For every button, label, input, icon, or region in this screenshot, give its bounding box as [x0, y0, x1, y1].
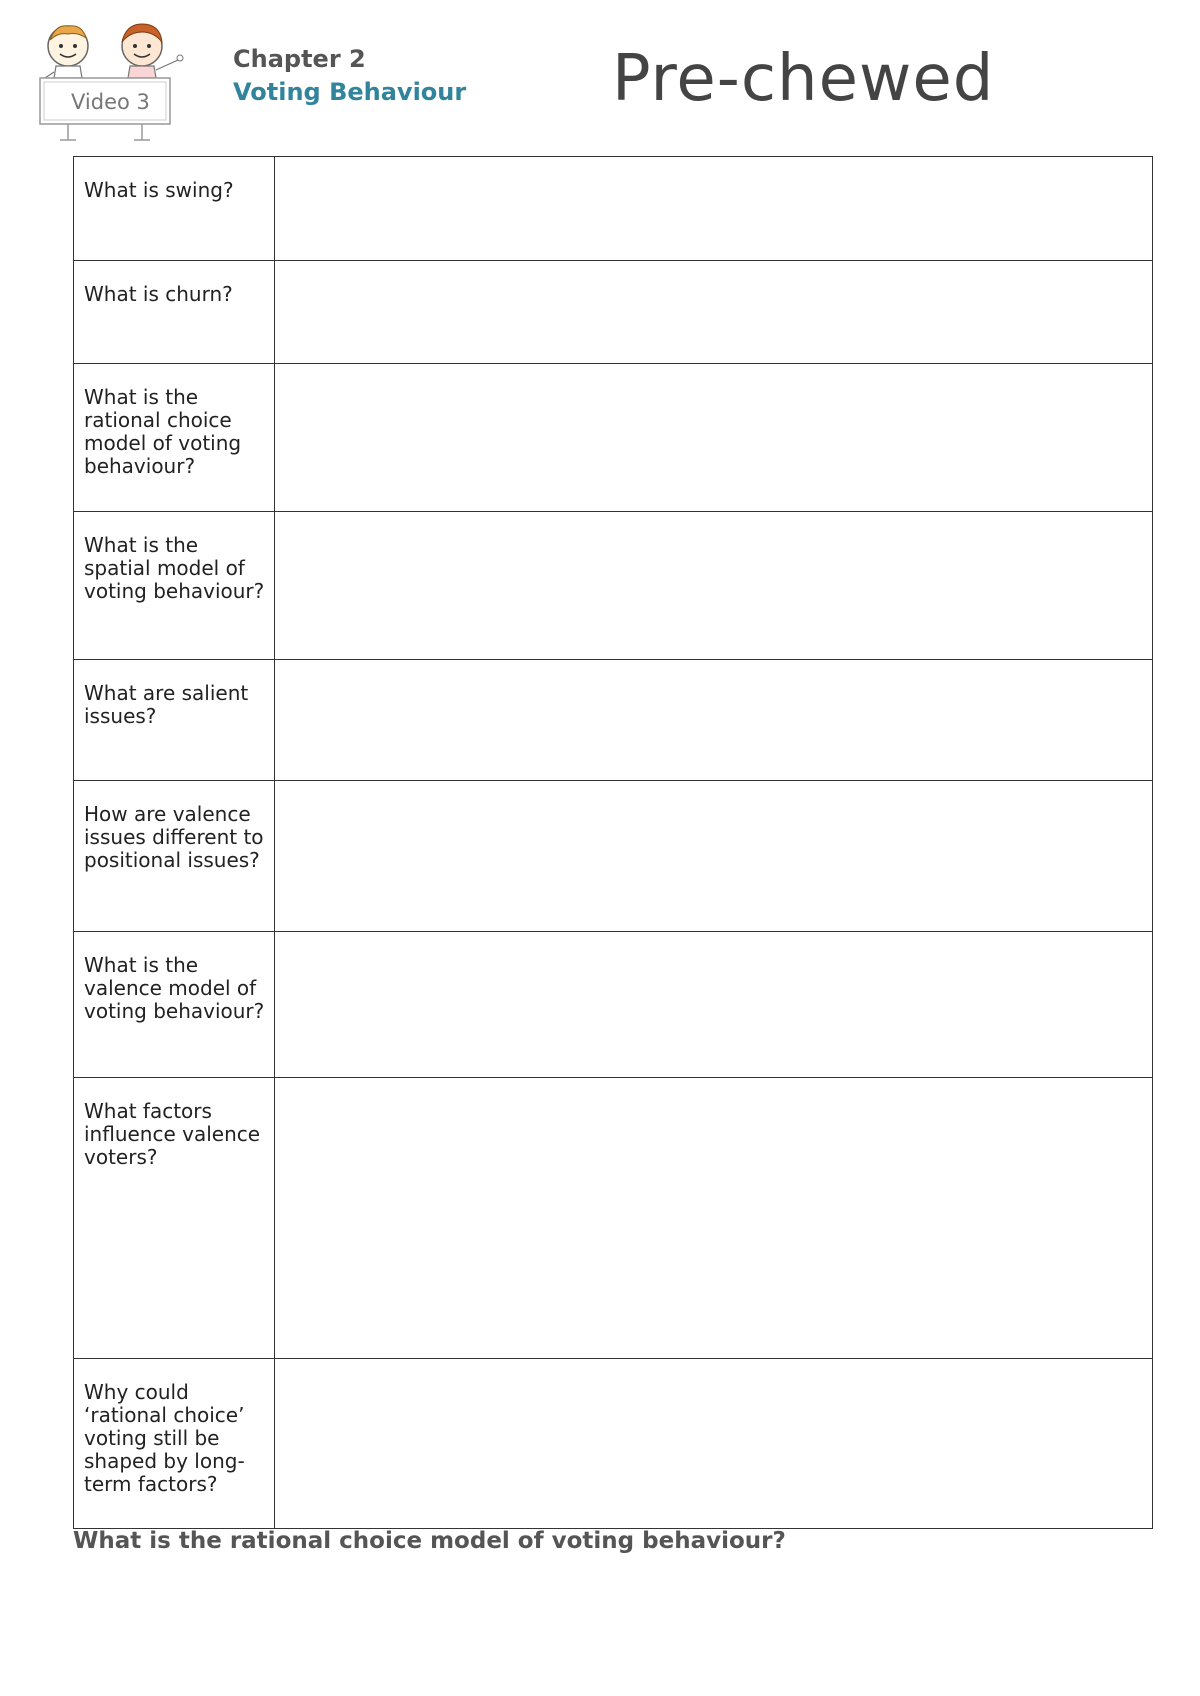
cartoon-logo: [38, 22, 206, 146]
chapter-label: Chapter 2: [233, 45, 366, 73]
answer-cell[interactable]: [275, 660, 1153, 781]
table-row: [74, 261, 1153, 364]
table-row: [74, 364, 1153, 512]
video-label: Video 3: [71, 90, 150, 114]
question-cell: What is swing?: [74, 157, 275, 261]
question-cell: How are valence issues different to positional issues?: [74, 781, 275, 932]
cartoon-figures-icon: [38, 22, 206, 146]
answer-cell[interactable]: [275, 1359, 1153, 1529]
topic-title: Voting Behaviour: [233, 78, 467, 106]
table-row: [74, 1359, 1153, 1529]
worksheet-table: [73, 156, 1153, 1529]
question-cell: What is churn?: [74, 261, 275, 364]
table-row: [74, 512, 1153, 660]
answer-cell[interactable]: [275, 261, 1153, 364]
table-row: [74, 157, 1153, 261]
answer-cell[interactable]: [275, 157, 1153, 261]
table-row: [74, 1078, 1153, 1359]
question-cell: What is the valence model of voting behaviour?: [74, 932, 275, 1078]
footer-question: What is the rational choice model of voting behaviour?: [73, 1528, 786, 1554]
answer-cell[interactable]: [275, 512, 1153, 660]
answer-cell[interactable]: [275, 1078, 1153, 1359]
answer-cell[interactable]: [275, 781, 1153, 932]
series-title: Pre-chewed: [612, 42, 995, 116]
question-cell: What factors influence valence voters?: [74, 1078, 275, 1359]
question-cell: What are salient issues?: [74, 660, 275, 781]
answer-cell[interactable]: [275, 364, 1153, 512]
question-cell: Why could ‘rational choice’ voting still be shaped by long-term factors?: [74, 1359, 275, 1529]
question-cell: What is the spatial model of voting behaviour?: [74, 512, 275, 660]
table-row: [74, 660, 1153, 781]
table-row: [74, 781, 1153, 932]
table-row: [74, 932, 1153, 1078]
answer-cell[interactable]: [275, 932, 1153, 1078]
question-cell: What is the rational choice model of voting behaviour?: [74, 364, 275, 512]
